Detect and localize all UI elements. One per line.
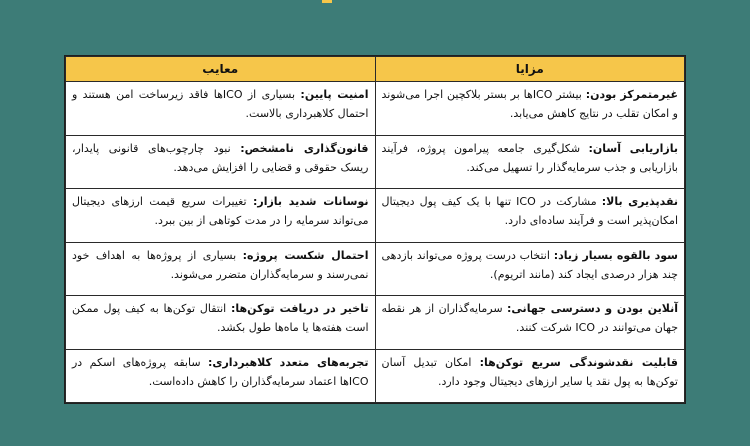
pro-title: سود بالقوه بسیار زیاد: — [553, 248, 678, 262]
con-cell — [66, 189, 376, 243]
pro-cell — [375, 82, 685, 136]
pro-title: نقدپذیری بالا: — [601, 195, 679, 208]
con-text: نبود چارچوب‌های قانونی پایدار، ریسک حقوقی و قضایی را افزایش می‌دهد. — [72, 141, 369, 174]
con-title: احتمال شکست پروژه: — [242, 248, 369, 262]
con-title: نوسانات شدید بازار: — [252, 195, 369, 208]
con-text: بسیاری از پروژه‌ها به اهداف خود نمی‌رسند و سرمایه‌گذاران متضرر می‌شوند. — [72, 248, 369, 281]
con-text: سابقه پروژه‌های اسکم در ICOها اعتماد سرمایه‌گذاران را کاهش داده‌است. — [72, 355, 369, 388]
header-pros: مزایا — [375, 57, 685, 82]
pro-cell — [375, 135, 685, 189]
con-cell — [66, 82, 376, 136]
pro-title: بازاریابی آسان: — [588, 141, 678, 155]
pro-text: انتخاب درست پروژه می‌تواند بازدهی چند هزار درصدی ایجاد کند (مانند اتریوم). — [381, 248, 678, 281]
table-row — [66, 82, 685, 136]
table-row — [66, 242, 685, 296]
table-row — [66, 349, 685, 403]
con-text: بسیاری از ICOها فاقد زیرساخت امن هستند و احتمال کلاهبرداری بالاست. — [72, 88, 369, 120]
table-row — [66, 296, 685, 350]
pro-text: سرمایه‌گذاران از هر نقطه جهان می‌توانند در ICO شرکت کنند. — [381, 302, 678, 334]
pro-text: بیشتر ICOها بر بستر بلاکچین اجرا می‌شوند و امکان تقلب در نتایج کاهش می‌یابد. — [381, 88, 678, 120]
table-row — [66, 135, 685, 189]
pro-cell — [375, 349, 685, 403]
con-cell — [66, 135, 376, 189]
pro-cell — [375, 242, 685, 296]
pro-title: قابلیت نقدشوندگی سریع توکن‌ها: — [479, 355, 678, 369]
con-title: تجربه‌های متعدد کلاهبرداری: — [207, 355, 369, 369]
con-title: تاخیر در دریافت توکن‌ها: — [231, 302, 369, 315]
comparison-table — [65, 56, 685, 403]
pro-text: شکل‌گیری جامعه پیرامون پروژه، فرآیند بازاریابی و جذب سرمایه‌گذار را تسهیل می‌کند. — [381, 141, 678, 174]
con-title: امنیت پایین: — [300, 88, 369, 101]
con-cell — [66, 296, 376, 350]
pro-title: آنلاین بودن و دسترسی جهانی: — [507, 302, 678, 315]
con-cell — [66, 242, 376, 296]
pros-cons-table — [64, 55, 686, 404]
pro-cell — [375, 189, 685, 243]
pro-title: غیرمتمرکز بودن: — [585, 88, 678, 101]
table-row — [66, 189, 685, 243]
header-row — [66, 57, 685, 82]
top-accent-mark — [322, 0, 332, 3]
con-text: انتقال توکن‌ها به کیف پول ممکن است هفته‌ها یا ماه‌ها طول بکشد. — [72, 302, 369, 334]
con-cell — [66, 349, 376, 403]
con-title: قانون‌گذاری نامشخص: — [240, 141, 369, 155]
header-cons: معایب — [66, 57, 376, 82]
pro-cell — [375, 296, 685, 350]
pro-text: مشارکت در ICO تنها با یک کیف پول دیجیتال امکان‌پذیر است و فرآیند ساده‌ای دارد. — [381, 195, 678, 227]
con-text: تغییرات سریع قیمت ارزهای دیجیتال می‌تواند سرمایه را در مدت کوتاهی از بین ببرد. — [72, 195, 369, 227]
pro-text: امکان تبدیل آسان توکن‌ها به پول نقد یا سایر ارزهای دیجیتال وجود دارد. — [381, 355, 678, 388]
